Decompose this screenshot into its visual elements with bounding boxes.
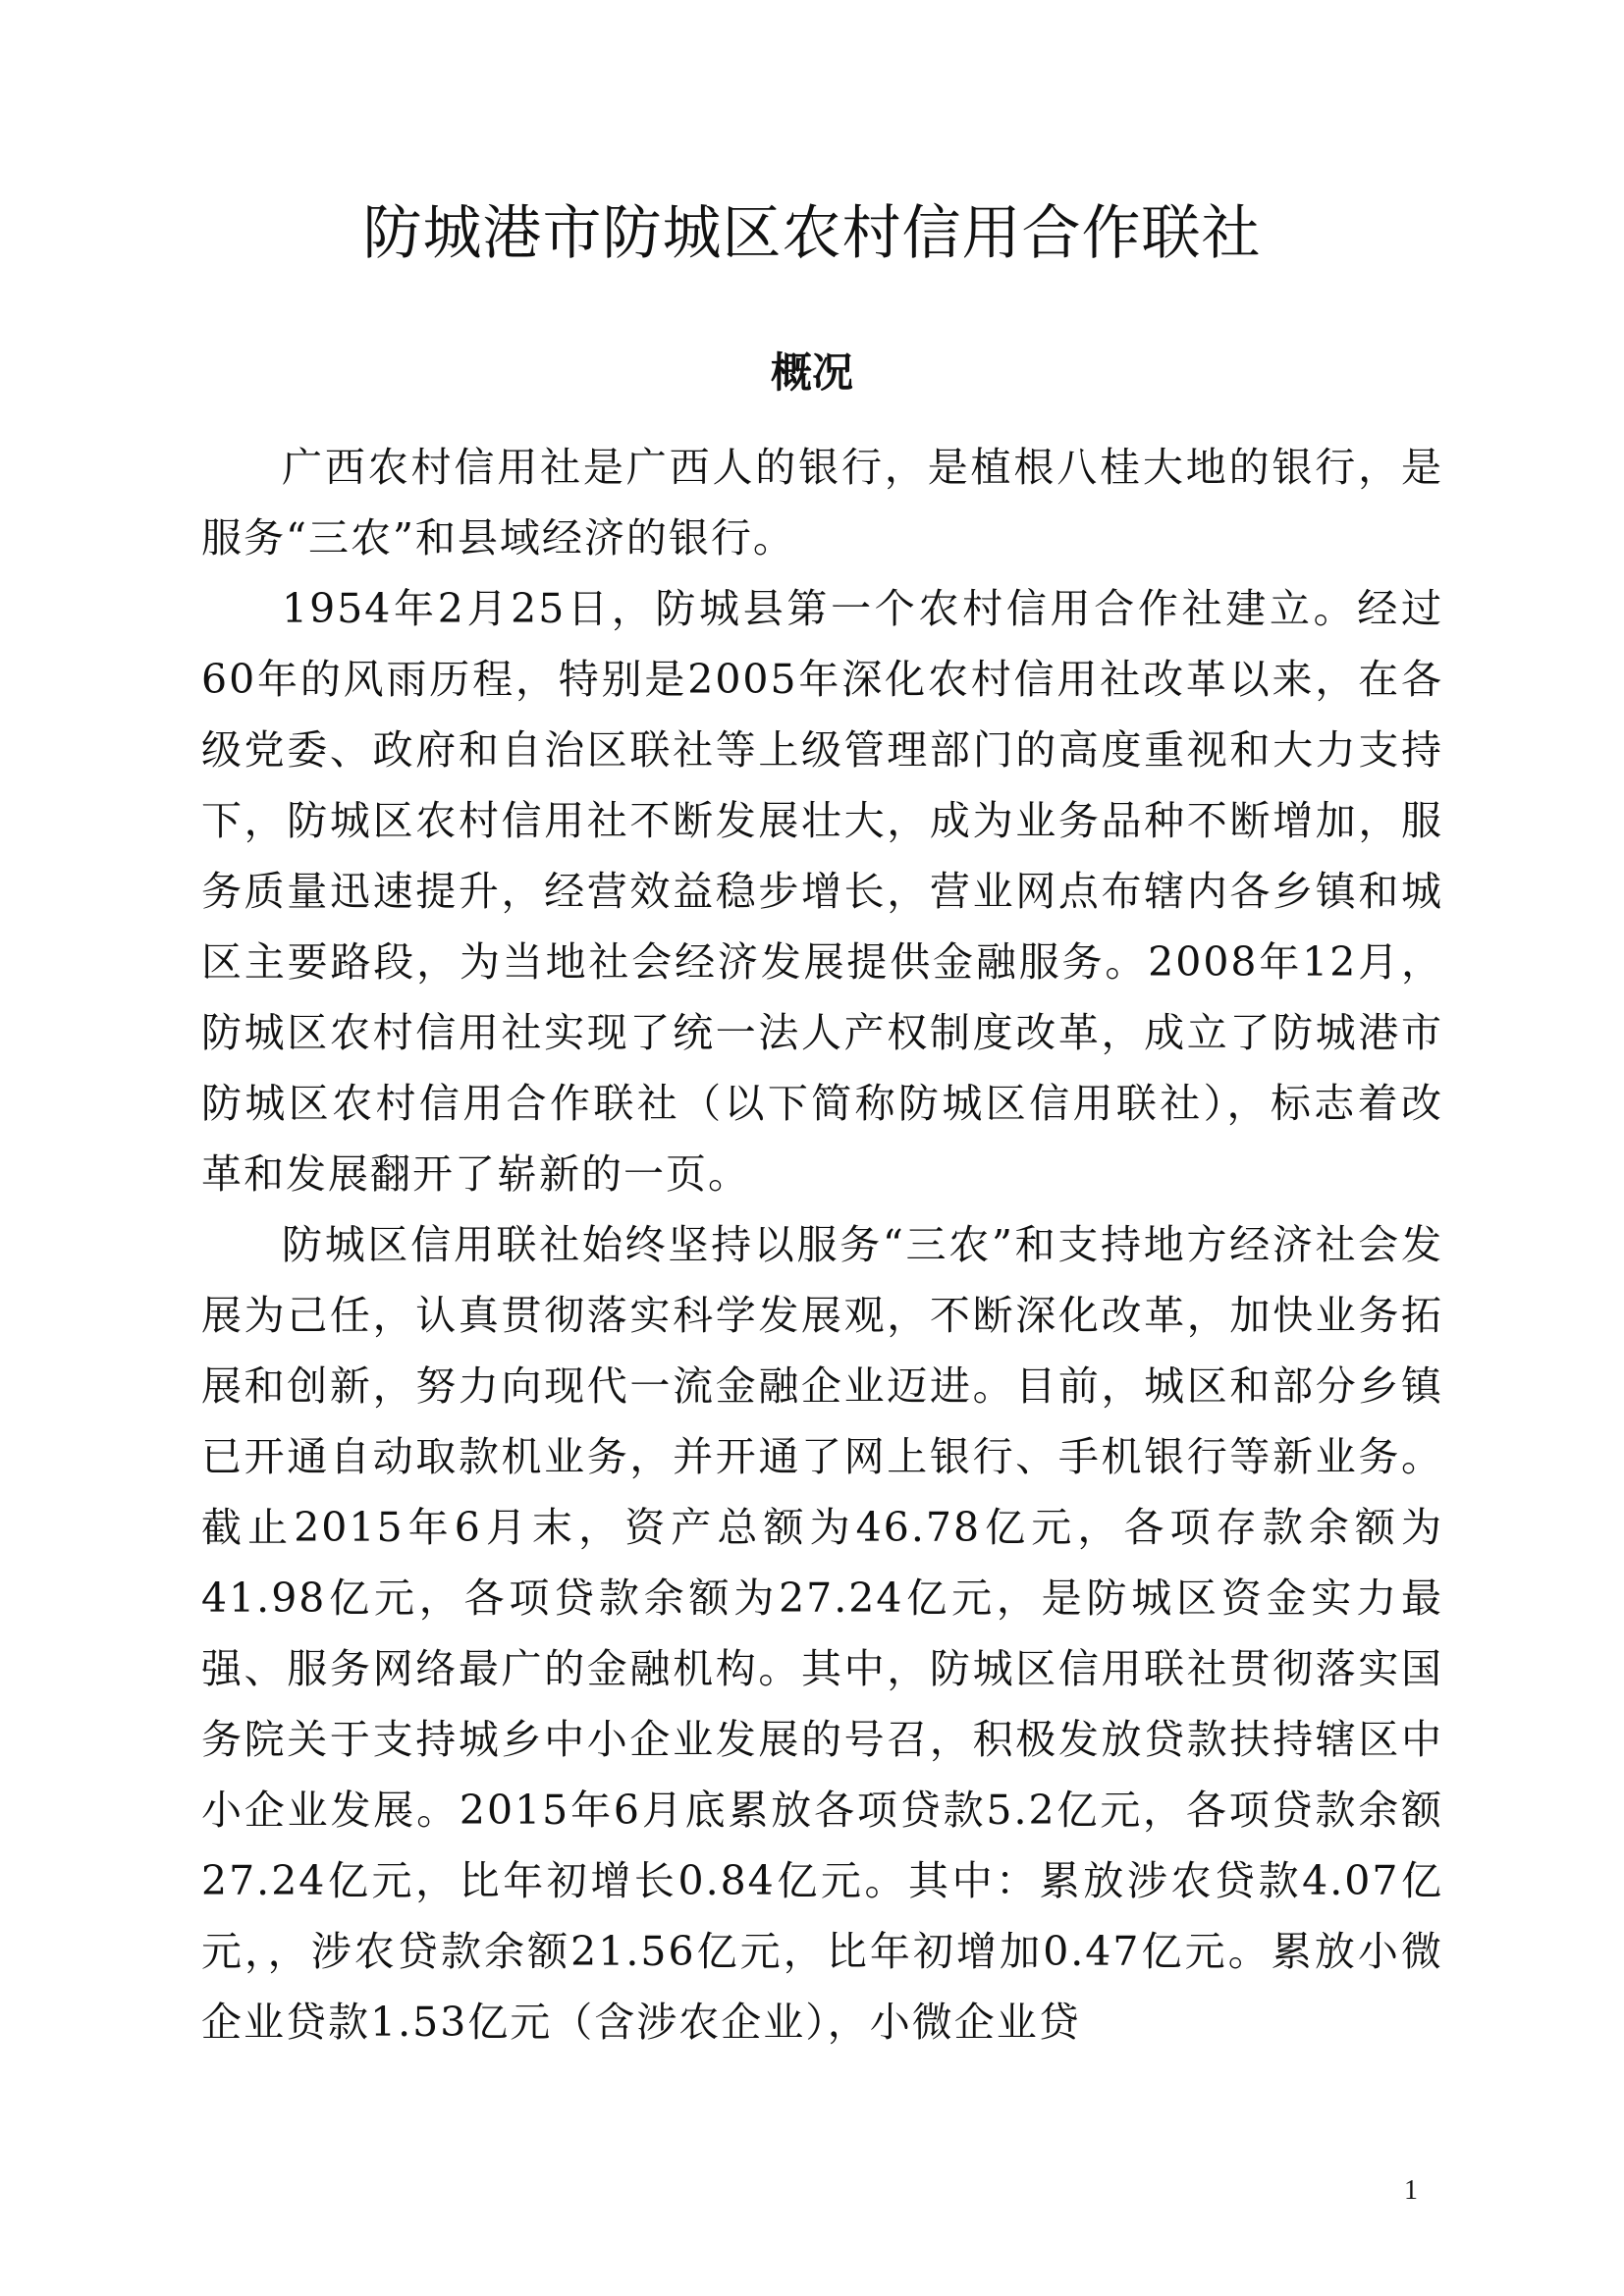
paragraph-development: 防城区信用联社始终坚持以服务“三农”和支持地方经济社会发展为己任，认真贯彻落实科学发展观，不断深化改革，加快业务拓展和创新，努力向现代一流金融企业迈进。目前，城区和部分乡镇已开通自动取款机业务，并开通了网上银行、手机银行等新业务。截止2015年6月末，资产总额为46.78亿元，各项存款余额为41.98亿元，各项贷款余额为27.24亿元，是防城区资金实力最强、服务网络最广的金融机构。其中，防城区信用联社贯彻落实国务院关于支持城乡中小企业发展的号召，积极发放贷款扶持辖区中小企业发展。2015年6月底累放各项贷款5.2亿元，各项贷款余额27.24亿元，比年初增长0.84亿元。其中：累放涉农贷款4.07亿元，，涉农贷款余额21.56亿元，比年初增加0.47亿元。累放小微企业贷款1.53亿元（含涉农企业），小微企业贷 (201, 1221, 1443, 2046)
page-title: 防城港市防城区农村信用合作联社 (362, 199, 1262, 268)
paragraph-intro: 广西农村信用社是广西人的银行，是植根八桂大地的银行，是服务“三农”和县域经济的银行。 (201, 444, 1443, 561)
body-text (201, 432, 1443, 2057)
page-number: 1 (1404, 2175, 1418, 2206)
section-heading: 概况 (770, 348, 853, 397)
paragraph-history: 1954年2月25日，防城县第一个农村信用合作社建立。经过60年的风雨历程，特别是2005年深化农村信用社改革以来，在各级党委、政府和自治区联社等上级管理部门的高度重视和大力支持下，防城区农村信用社不断发展壮大，成为业务品种不断增加，服务质量迅速提升，经营效益稳步增长，营业网点布辖内各乡镇和城区主要路段，为当地社会经济发展提供金融服务。2008年12月，防城区农村信用社实现了统一法人产权制度改革，成立了防城港市防城区农村信用合作联社（以下简称防城区信用联社），标志着改革和发展翻开了崭新的一页。 (201, 585, 1443, 1198)
